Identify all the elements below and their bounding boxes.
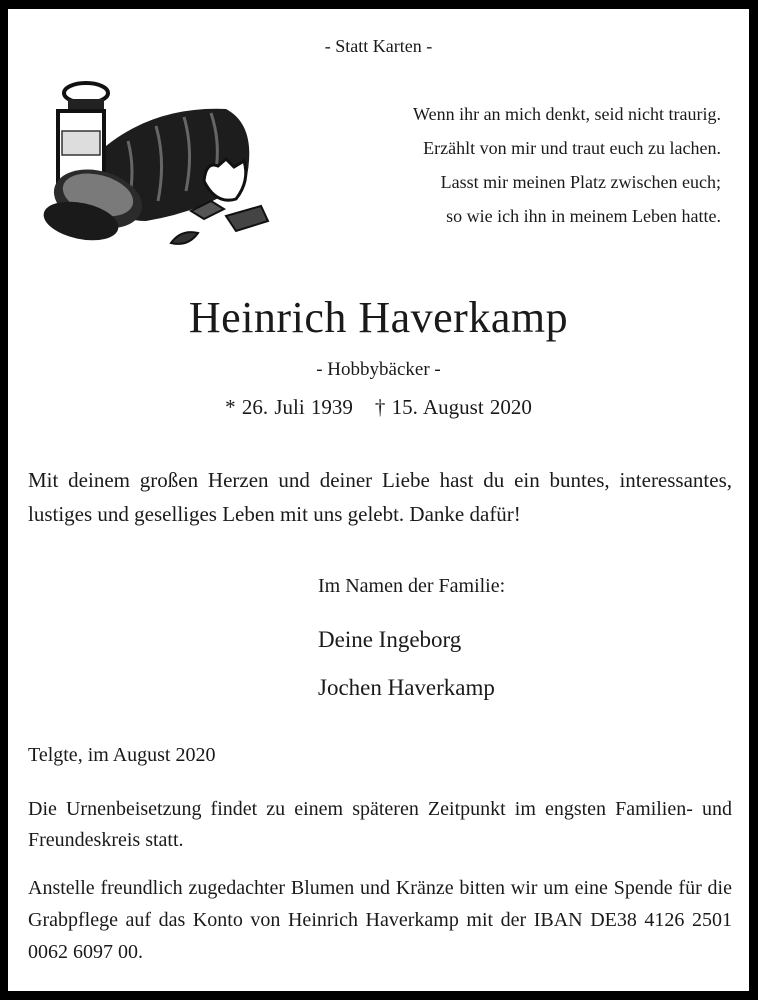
death-date: † 15. August 2020 [374,395,532,419]
place-date: Telgte, im August 2020 [28,744,216,766]
poem-line: Wenn ihr an mich denkt, seid nicht traurig. [413,104,721,124]
obituary-notice [8,9,749,991]
poem-line: so wie ich ihn in meinem Leben hatte. [446,206,721,226]
bread-loaf-illustration [36,71,271,251]
burial-note: Die Urnenbeisetzung findet zu einem späteren Zeitpunkt im engsten Familien- und Freundeskreis statt. [28,798,732,851]
message-paragraph: Mit deinem großen Herzen und deiner Liebe hast du ein buntes, interessantes, lustiges und geselliges Leben mit uns gelebt. Danke dafür! [28,468,732,526]
donation-note: Anstelle freundlich zugedachter Blumen und Kränze bitten wir um eine Spende für die Grabpflege auf das Konto von Heinrich Haverkamp mit der IBAN DE38 4126 2501 0062 6097 00. [28,877,732,963]
poem [413,97,721,233]
life-dates [8,395,749,420]
statt-karten-header: - Statt Karten - [324,36,433,56]
signature-name: Deine Ingeborg [318,627,462,652]
deceased-name: Heinrich Haverkamp [188,293,569,342]
poem-line: Erzählt von mir und traut euch zu lachen. [423,138,721,158]
signature-intro: Im Namen der Familie: [318,575,506,597]
poem-line: Lasst mir meinen Platz zwischen euch; [440,172,721,192]
signature-name: Jochen Haverkamp [318,675,495,700]
birth-date: * 26. Juli 1939 [225,395,353,419]
subtitle: - Hobbybäcker - [316,359,441,380]
